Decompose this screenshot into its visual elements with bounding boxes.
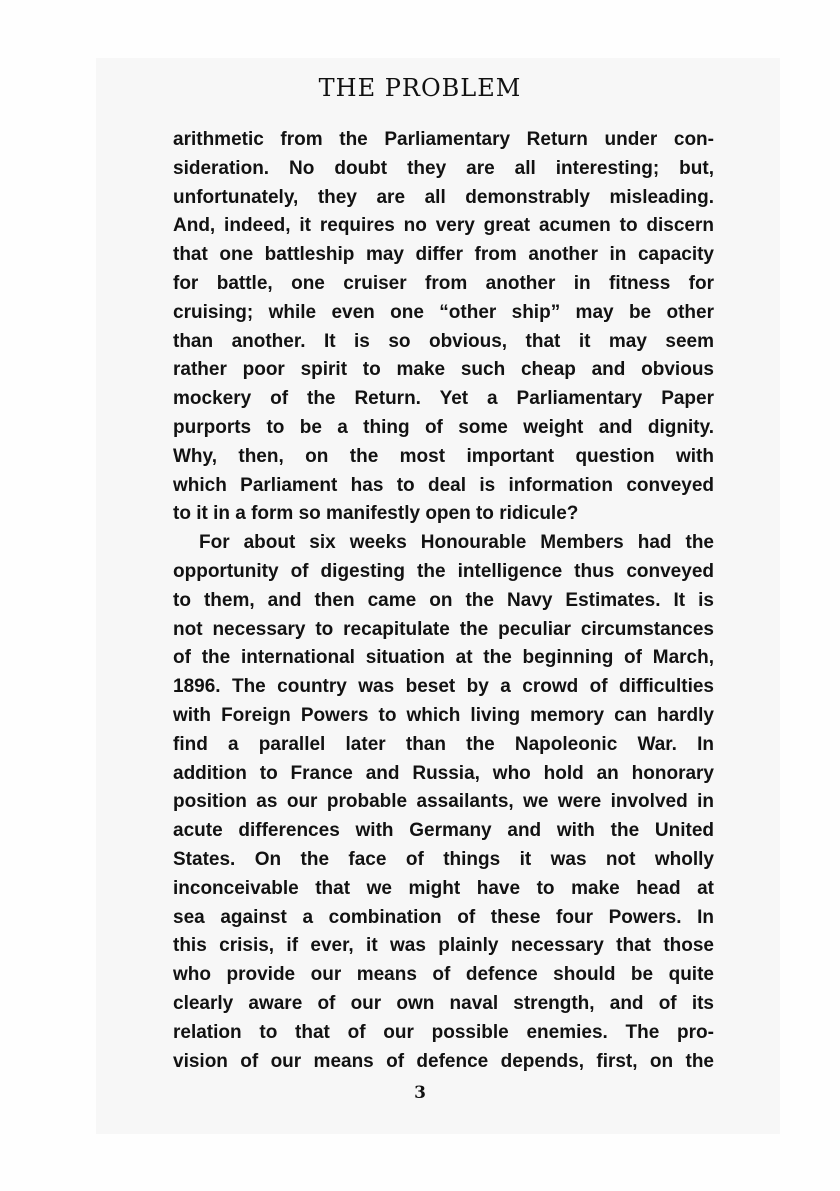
text-line: mockery of the Return. Yet a Parliamentary Paper — [173, 388, 714, 410]
text-line: who provide our means of defence should be quite — [173, 964, 714, 986]
text-line: to them, and then came on the Navy Estimates. It is — [173, 589, 714, 611]
text-line: States. On the face of things it was not wholly — [173, 848, 714, 870]
text-line: that one battleship may differ from another in capacity — [173, 244, 714, 266]
text-line: for battle, one cruiser from another in fitness for — [173, 272, 714, 294]
text-line: acute differences with Germany and with the United — [173, 820, 714, 842]
text-line: cruising; while even one “other ship” may be other — [173, 301, 714, 323]
text-line: vision of our means of defence depends, first, on the — [173, 1050, 714, 1072]
page-number: 3 — [414, 1083, 426, 1103]
text-line: Why, then, on the most important question with — [173, 445, 714, 467]
text-line: rather poor spirit to make such cheap and obvious — [173, 359, 714, 381]
text-line: find a parallel later than the Napoleonic War. In — [173, 733, 714, 755]
text-line: of the international situation at the beginning of March, — [173, 647, 714, 669]
text-line: sideration. No doubt they are all interesting; but, — [173, 157, 714, 179]
text-line: relation to that of our possible enemies. The pro- — [173, 1021, 714, 1043]
text-line: arithmetic from the Parliamentary Return under con- — [173, 129, 714, 150]
text-line: with Foreign Powers to which living memory can hardly — [173, 704, 714, 726]
text-line: sea against a combination of these four Powers. In — [173, 906, 714, 928]
text-line: purports to be a thing of some weight and dignity. — [173, 416, 714, 438]
text-line: to it in a form so manifestly open to ridicule? — [173, 503, 579, 525]
text-line: not necessary to recapitulate the peculiar circumstances — [173, 618, 714, 640]
text-line: 1896. The country was beset by a crowd of difficulties — [173, 676, 714, 698]
text-line: this crisis, if ever, it was plainly necessary that those — [173, 935, 714, 957]
text-line: than another. It is so obvious, that it may seem — [173, 330, 714, 352]
running-head: THE PROBLEM — [318, 74, 522, 102]
text-line: And, indeed, it requires no very great acumen to discern — [173, 215, 714, 237]
text-line: unfortunately, they are all demonstrably misleading. — [173, 186, 714, 208]
text-line: opportunity of digesting the intelligence thus conveyed — [173, 560, 714, 582]
text-line: clearly aware of our own naval strength, and of its — [173, 992, 714, 1014]
text-line: which Parliament has to deal is information conveyed — [173, 474, 714, 496]
text-line: position as our probable assailants, we were involved in — [173, 791, 714, 813]
body-text — [173, 126, 714, 1076]
text-line: For about six weeks Honourable Members had the — [199, 532, 714, 554]
text-line: addition to France and Russia, who hold an honorary — [173, 762, 714, 784]
text-line: inconceivable that we might have to make head at — [173, 877, 714, 899]
